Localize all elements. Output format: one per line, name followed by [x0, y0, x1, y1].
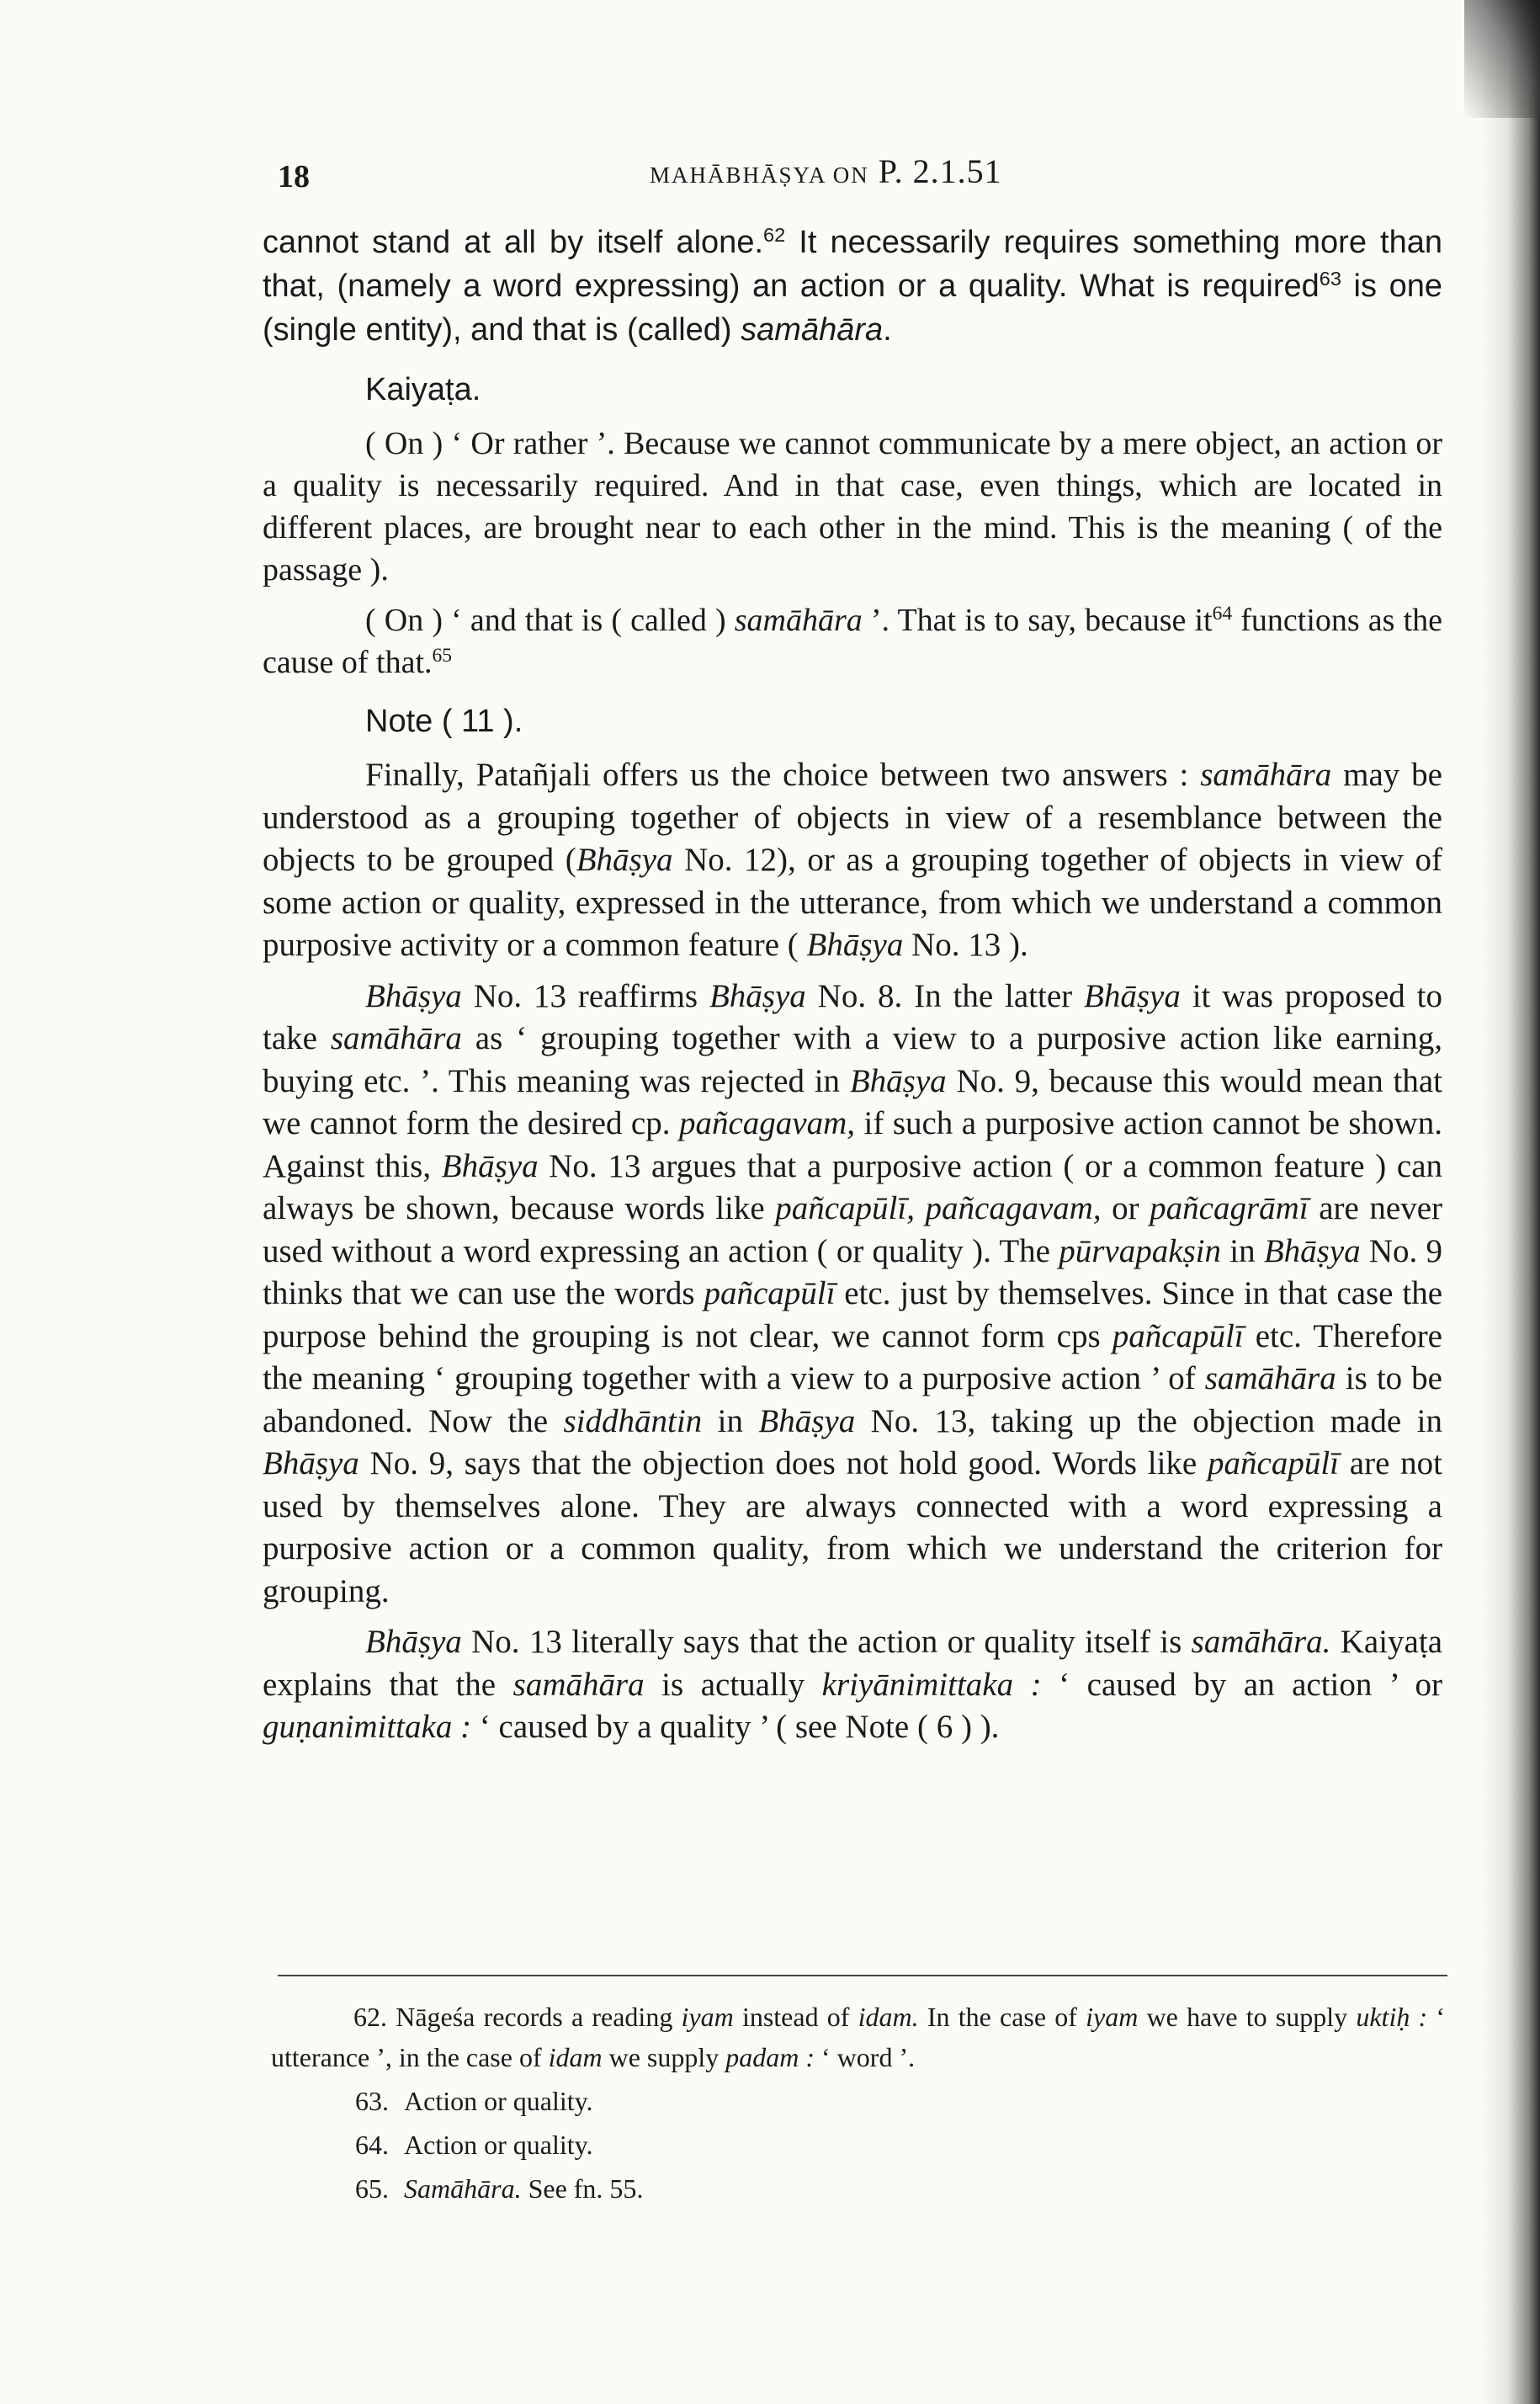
kaiyata-paragraph-1: ( On ) ‘ Or rather ’. Because we cannot communicate by a mere object, an action or a quality is necessarily required. And in that case, even things, which are located in different places, are brought near to each other in the mind. This is the meaning ( of the passage ). [263, 426, 1442, 588]
footnote-62: 62. Nāgeśa records a reading iyam instead of idam. In the case of iyam we have to supply uktiḥ : ‘ utterance ’, in the case of idam we supply padam : ‘ word ’. [271, 2002, 1446, 2072]
footnote-ref-62[interactable]: 62 [763, 224, 786, 247]
paragraph-continuation: cannot stand at all by itself alone.$^{62}$ It necessarily requires something more than that, (namely a word expressing) an action or a quality. What is required$^{63}$ is one (single entity), and that is (called) samāhāra. [263, 224, 1442, 348]
note-paragraph-1: Finally, Patañjali offers us the choice between two answers : samāhāra may be understood as a grouping together of objects in view of a resemblance between the objects to be grouped (Bhāṣya No. 12), or as a grouping together of objects in view of some action or quality, expressed in the utterance, from which we understand a common purposive activity or a common feature ( Bhāṣya No. 13 ). [263, 757, 1442, 963]
running-head-title: MAHĀBHĀṢYA ON [650, 162, 869, 188]
scan-shadow [1481, 0, 1540, 2404]
note-heading: Note ( 11 ). [365, 704, 523, 739]
note-paragraph-3: Bhāṣya No. 13 literally says that the action or quality itself is samāhāra. Kaiyaṭa explains that the samāhāra is actually kriyānimittaka : ‘ caused by an action ’ or guṇanimittaka : ‘ caused by a quality ’ ( see Note ( 6 ) ). [263, 1624, 1442, 1745]
footnote-65: 65. Samāhāra. See fn. 55. [355, 2173, 644, 2204]
footnote-63: 63. Action or quality. [355, 2086, 593, 2116]
footnotes [271, 1997, 1445, 2212]
page-body [263, 221, 1442, 1749]
footnote-64: 64. Action or quality. [355, 2130, 593, 2160]
running-head [650, 152, 1002, 191]
footnote-ref-63[interactable]: 63 [1319, 268, 1341, 290]
scan-corner-shadow [1464, 0, 1540, 118]
footnote-ref-65[interactable]: 65 [432, 645, 453, 667]
kaiyata-paragraph-2: ( On ) ‘ and that is ( called ) samāhāra ’. That is to say, because $it^{64}$ functions as the cause of that.$^{65}$ [263, 603, 1442, 680]
footnote-divider [278, 1975, 1447, 1976]
running-head-ref: P. 2.1.51 [878, 152, 1002, 190]
page-number: 18 [278, 159, 310, 194]
note-paragraph-2: Bhāṣya No. 13 reaffirms Bhāṣya No. 8. In the latter Bhāṣya it was proposed to take samāhāra as ‘ grouping together with a view to a purposive action like earning, buying etc. ’. This meaning was rejected in Bhāṣya No. 9, because this would mean that we cannot form the desired cp. pañcagavam, if such a purposive action cannot be shown. Against this, Bhāṣya No. 13 argues that a purposive action ( or a common feature ) can always be shown, because words like pañcapūlī, pañcagavam, or pañcagrāmī are never used without a word expressing an action ( or quality ). The pūrvapakṣin in Bhāṣya No. 9 thinks that we can use the words pañcapūlī etc. just by themselves. Since in that case the purpose behind the grouping is not clear, we cannot form cps pañcapūlī etc. Therefore the meaning ‘ grouping together with a view to a purposive action ’ of samāhāra is to be abandoned. Now the siddhāntin in Bhāṣya No. 13, taking up the objection made in Bhāṣya No. 9, says that the objection does not hold good. Words like pañcapūlī are not used by themselves alone. They are always connected with a word expressing a purposive action or a common quality, from which we understand the criterion for grouping. [263, 977, 1443, 1609]
page-header [271, 152, 1441, 202]
kaiyata-heading: Kaiyaṭa. [365, 372, 481, 407]
footnote-ref-64[interactable]: 64 [1212, 603, 1233, 625]
